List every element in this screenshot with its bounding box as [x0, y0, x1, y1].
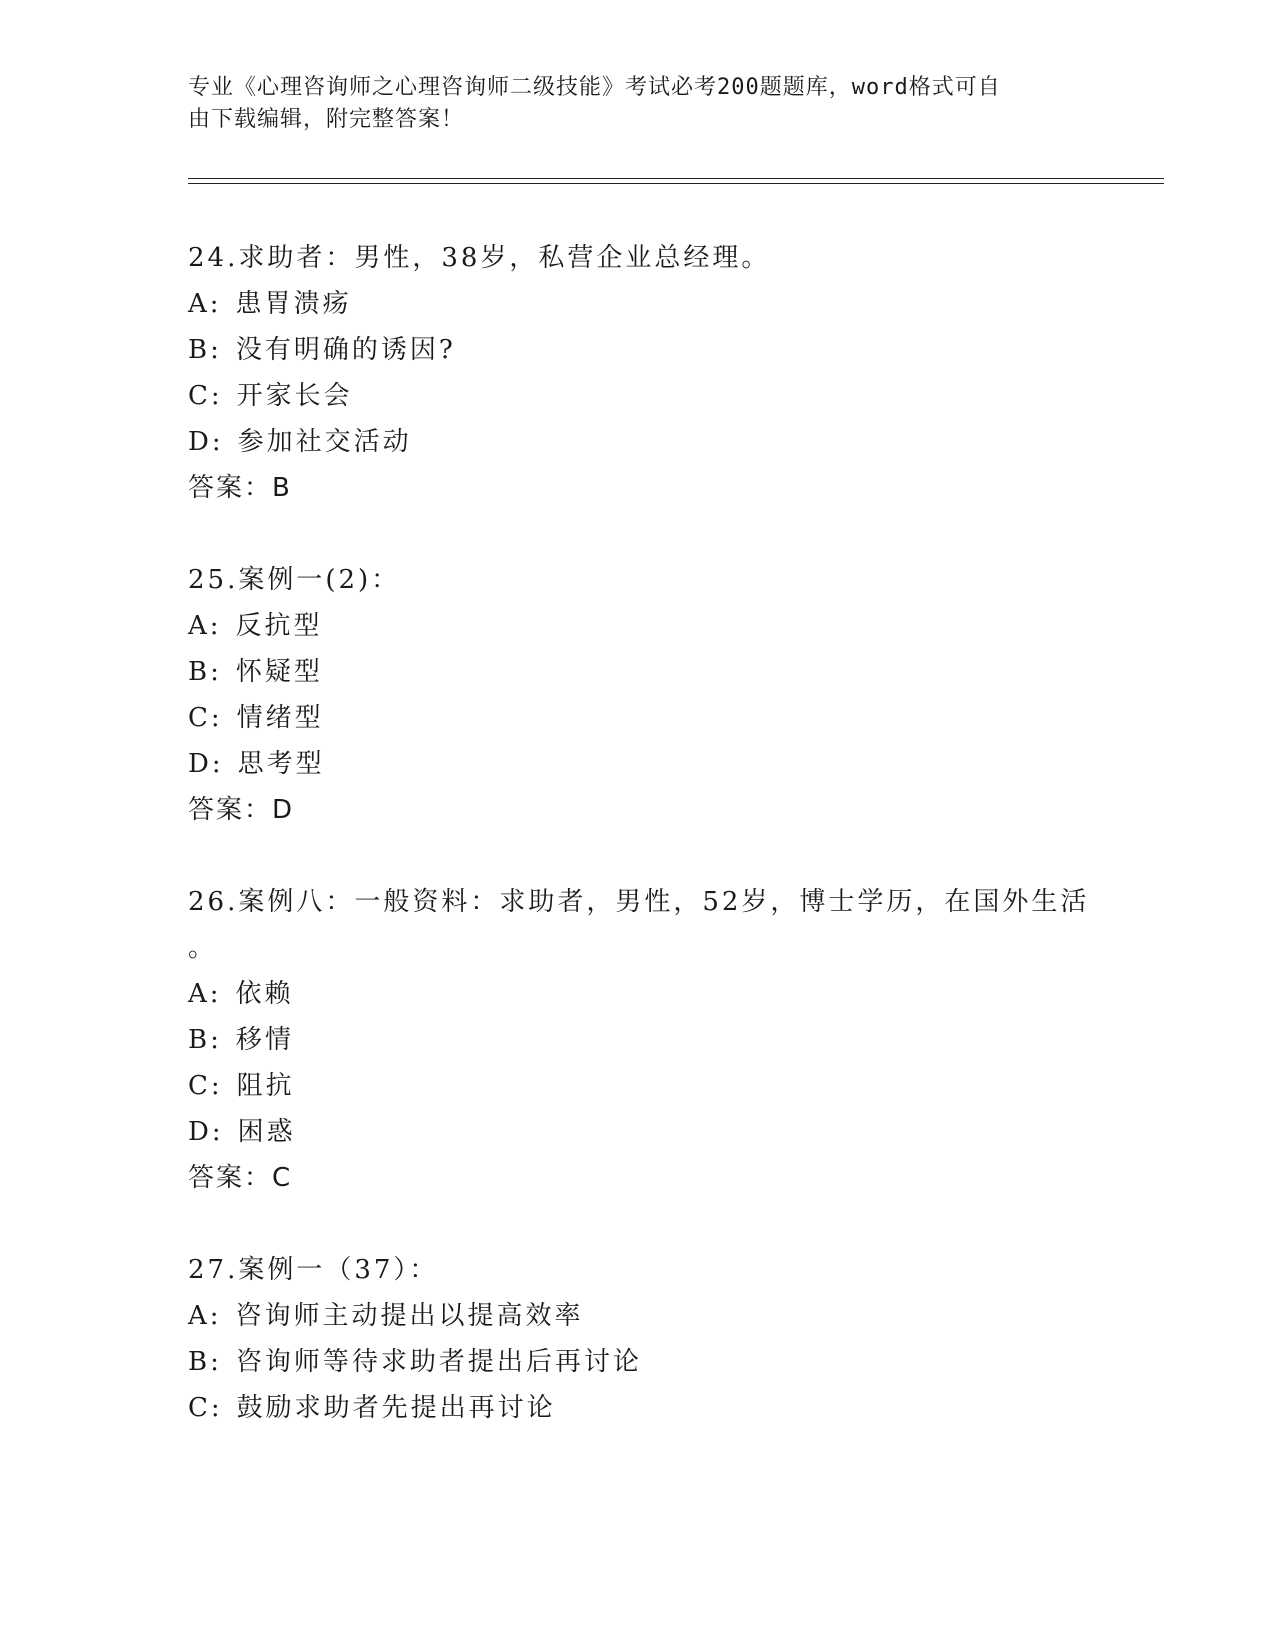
option-text: 患胃溃疡: [235, 289, 352, 319]
question-25: [188, 557, 1088, 833]
option-letter: B:: [188, 1025, 222, 1055]
option-text: 思考型: [237, 749, 325, 779]
option-b: [188, 649, 1088, 695]
option-letter: C:: [188, 381, 223, 411]
option-a: [188, 603, 1088, 649]
question-stem-continuation: 。: [188, 933, 218, 963]
option-text: 开家长会: [236, 381, 353, 411]
question-stem: 25.案例一(2)：: [188, 565, 401, 595]
option-text: 参加社交活动: [237, 427, 412, 457]
option-letter: A:: [188, 611, 222, 641]
question-stem: 26.案例八：一般资料：求助者，男性，52岁，博士学历，在国外生活: [188, 887, 1090, 917]
question-27: [188, 1247, 1088, 1431]
option-text: 没有明确的诱因?: [235, 335, 456, 365]
option-a: [188, 1293, 1088, 1339]
option-c: [188, 373, 1088, 419]
option-a: [188, 971, 1088, 1017]
question-26: [188, 879, 1088, 1201]
option-c: [188, 1385, 1088, 1431]
question-stem: 27.案例一（37）：: [188, 1255, 439, 1285]
option-letter: D:: [188, 427, 224, 457]
option-b: [188, 327, 1088, 373]
answer-line: 答案：D: [188, 795, 295, 825]
option-text: 困惑: [237, 1117, 296, 1147]
option-letter: C:: [188, 1071, 223, 1101]
option-text: 鼓励求助者先提出再讨论: [236, 1393, 556, 1423]
header-divider-top: [188, 178, 1164, 179]
option-b: [188, 1017, 1088, 1063]
option-text: 依赖: [235, 979, 294, 1009]
option-letter: B:: [188, 1347, 222, 1377]
answer-line: 答案：B: [188, 473, 292, 503]
option-letter: C:: [188, 703, 223, 733]
header-divider-bottom: [188, 183, 1164, 184]
option-text: 反抗型: [235, 611, 323, 641]
option-letter: B:: [188, 335, 222, 365]
option-letter: C:: [188, 1393, 223, 1423]
question-24: [188, 235, 1088, 511]
option-text: 怀疑型: [235, 657, 323, 687]
option-letter: D:: [188, 1117, 224, 1147]
option-b: [188, 1339, 1088, 1385]
option-d: [188, 419, 1088, 465]
question-stem: 24.求助者：男性，38岁，私营企业总经理。: [188, 243, 771, 273]
header-line-2: 由下载编辑，附完整答案！: [188, 107, 465, 132]
question-list: [188, 235, 1088, 1477]
option-letter: D:: [188, 749, 224, 779]
option-a: [188, 281, 1088, 327]
option-c: [188, 1063, 1088, 1109]
option-letter: A:: [188, 289, 222, 319]
option-d: [188, 741, 1088, 787]
option-text: 移情: [235, 1025, 294, 1055]
option-text: 情绪型: [236, 703, 324, 733]
option-letter: A:: [188, 979, 222, 1009]
option-text: 咨询师等待求助者提出后再讨论: [235, 1347, 642, 1377]
answer-line: 答案：C: [188, 1163, 293, 1193]
header-line-1: 专业《心理咨询师之心理咨询师二级技能》考试必考200题题库，word格式可自: [188, 75, 1001, 100]
document-header: [188, 72, 1088, 136]
option-letter: A:: [188, 1301, 222, 1331]
option-letter: B:: [188, 657, 222, 687]
option-d: [188, 1109, 1088, 1155]
option-c: [188, 695, 1088, 741]
option-text: 咨询师主动提出以提高效率: [235, 1301, 584, 1331]
option-text: 阻抗: [236, 1071, 295, 1101]
